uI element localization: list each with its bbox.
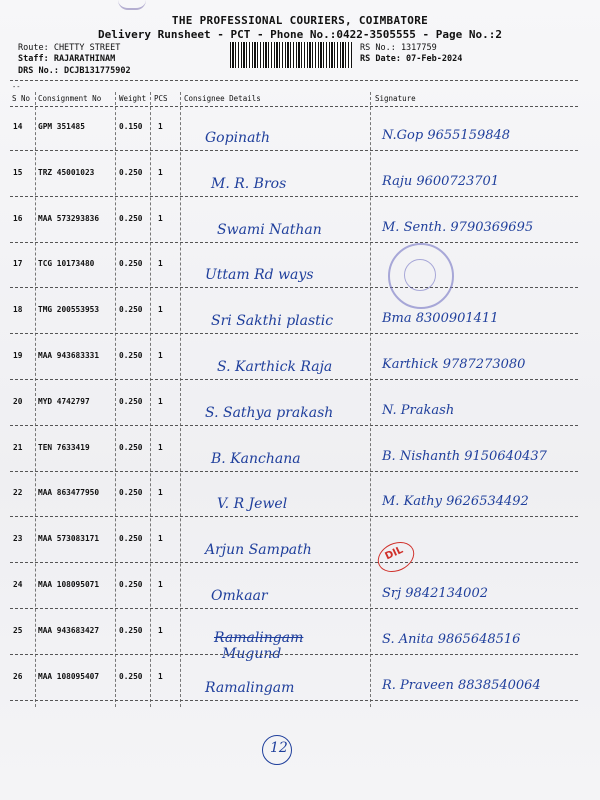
row-signature: R. Praveen 8838540064 (382, 678, 541, 693)
column-rule (180, 92, 181, 707)
row-sno: 18 (13, 305, 23, 314)
row-pcs: 1 (158, 626, 163, 635)
row-pcs: 1 (158, 397, 163, 406)
row-pcs: 1 (158, 214, 163, 223)
company-title: THE PROFESSIONAL COURIERS, COIMBATORE (171, 14, 429, 27)
row-consignee-name: S. Karthick Raja (217, 359, 333, 375)
row-consignment-no: TMG 200553953 (38, 305, 100, 314)
route-label: Route: CHETTY STREET (18, 43, 121, 53)
row-signature: Srj 9842134002 (382, 586, 488, 601)
row-signature: N. Prakash (382, 403, 455, 418)
row-pcs: 1 (158, 672, 163, 681)
row-consignee-name: Arjun Sampath (205, 542, 312, 558)
row-sno: 14 (13, 122, 23, 131)
column-rule (115, 92, 116, 707)
row-consignee-name: S. Sathya prakash (205, 405, 334, 421)
rs-date-label: RS Date: 07-Feb-2024 (360, 54, 463, 64)
barcode (230, 42, 352, 68)
page-number-handwritten: 12 (270, 740, 288, 756)
row-divider (10, 471, 578, 472)
row-consignment-no: TCG 10173480 (38, 259, 95, 268)
row-consignee-name: Swami Nathan (217, 222, 322, 238)
row-weight: 0.250 (119, 397, 143, 406)
row-consignment-no: TRZ 45001023 (38, 168, 95, 177)
row-pcs: 1 (158, 580, 163, 589)
row-sno: 24 (13, 580, 23, 589)
row-consignee-name: Gopinath (205, 130, 271, 146)
row-weight: 0.250 (119, 580, 143, 589)
row-consignee-name: Mugund (222, 646, 282, 662)
row-consignment-no: MAA 573083171 (38, 534, 100, 543)
row-weight: 0.250 (119, 534, 143, 543)
row-divider (10, 196, 578, 197)
row-sno: 26 (13, 672, 23, 681)
company-stamp (388, 243, 454, 309)
row-pcs: 1 (158, 259, 163, 268)
row-pcs: 1 (158, 534, 163, 543)
row-pcs: 1 (158, 443, 163, 452)
row-sno: 20 (13, 397, 23, 406)
col-weight: Weight (119, 94, 147, 103)
row-signature: Bma 8300901411 (382, 311, 499, 326)
row-weight: 0.250 (119, 672, 143, 681)
rs-no-label: RS No.: 1317759 (360, 43, 437, 53)
row-pcs: 1 (158, 122, 163, 131)
row-consignee-name: Ramalingam (214, 630, 304, 646)
red-mark-text: DIL (383, 544, 405, 563)
divider (10, 80, 578, 81)
header-divider (10, 106, 578, 107)
row-weight: 0.250 (119, 305, 143, 314)
column-rule (370, 92, 371, 707)
row-divider (10, 425, 578, 426)
row-signature: M. Senth. 9790369695 (382, 220, 534, 235)
row-consignee-name: V. R Jewel (217, 496, 288, 512)
row-consignee-name: Omkaar (211, 588, 268, 604)
row-sno: 15 (13, 168, 23, 177)
row-sno: 17 (13, 259, 23, 268)
row-signature: B. Nishanth 9150640437 (382, 449, 547, 464)
row-divider (10, 242, 578, 243)
row-consignee-name: Ramalingam (205, 680, 295, 696)
row-divider (10, 700, 578, 701)
row-divider (10, 287, 578, 288)
row-sno: 16 (13, 214, 23, 223)
col-signature: Signature (375, 94, 416, 103)
row-divider (10, 379, 578, 380)
row-sno: 21 (13, 443, 23, 452)
row-consignment-no: GPM 351485 (38, 122, 85, 131)
row-sno: 25 (13, 626, 23, 635)
runsheet-subtitle: Delivery Runsheet - PCT - Phone No.:0422-3505555 - Page No.:2 (98, 28, 502, 41)
row-consignment-no: MYD 4742797 (38, 397, 90, 406)
row-consignee-name: M. R. Bros (211, 176, 287, 192)
col-pcs: PCS (154, 94, 168, 103)
row-weight: 0.250 (119, 259, 143, 268)
row-weight: 0.250 (119, 214, 143, 223)
row-divider (10, 516, 578, 517)
row-weight: 0.150 (119, 122, 143, 131)
row-consignment-no: MAA 943683331 (38, 351, 100, 360)
ink-mark (118, 0, 146, 10)
row-weight: 0.250 (119, 488, 143, 497)
row-signature: N.Gop 9655159848 (382, 128, 511, 143)
row-divider (10, 333, 578, 334)
row-pcs: 1 (158, 351, 163, 360)
row-sno: 22 (13, 488, 23, 497)
col-sno: S No (12, 94, 31, 103)
row-consignment-no: MAA 108095407 (38, 672, 100, 681)
row-weight: 0.250 (119, 168, 143, 177)
row-consignment-no: MAA 943683427 (38, 626, 100, 635)
drs-label: DRS No.: DCJB131775902 (18, 66, 131, 76)
row-consignee-name: B. Kanchana (211, 451, 301, 467)
staff-label: Staff: RAJARATHINAM (18, 54, 116, 64)
row-signature: Karthick 9787273080 (382, 357, 526, 372)
row-pcs: 1 (158, 168, 163, 177)
row-weight: 0.250 (119, 443, 143, 452)
column-rule (35, 92, 36, 707)
divider-mark: -- (12, 83, 21, 91)
row-signature: M. Kathy 9626534492 (382, 494, 529, 509)
row-divider (10, 562, 578, 563)
row-consignment-no: MAA 573293836 (38, 214, 100, 223)
row-consignment-no: MAA 863477950 (38, 488, 100, 497)
row-consignment-no: TEN 7633419 (38, 443, 90, 452)
col-consignment: Consignment No (38, 94, 102, 103)
row-consignee-name: Uttam Rd ways (205, 267, 314, 283)
row-pcs: 1 (158, 488, 163, 497)
row-divider (10, 654, 578, 655)
column-rule (150, 92, 151, 707)
row-pcs: 1 (158, 305, 163, 314)
row-consignee-name: Sri Sakthi plastic (211, 313, 334, 329)
row-signature: S. Anita 9865648516 (382, 632, 521, 647)
row-weight: 0.250 (119, 351, 143, 360)
row-signature: Raju 9600723701 (382, 174, 500, 189)
row-divider (10, 608, 578, 609)
row-sno: 23 (13, 534, 23, 543)
row-weight: 0.250 (119, 626, 143, 635)
row-consignment-no: MAA 108095071 (38, 580, 100, 589)
row-sno: 19 (13, 351, 23, 360)
col-consignee: Consignee Details (184, 94, 261, 103)
row-divider (10, 150, 578, 151)
